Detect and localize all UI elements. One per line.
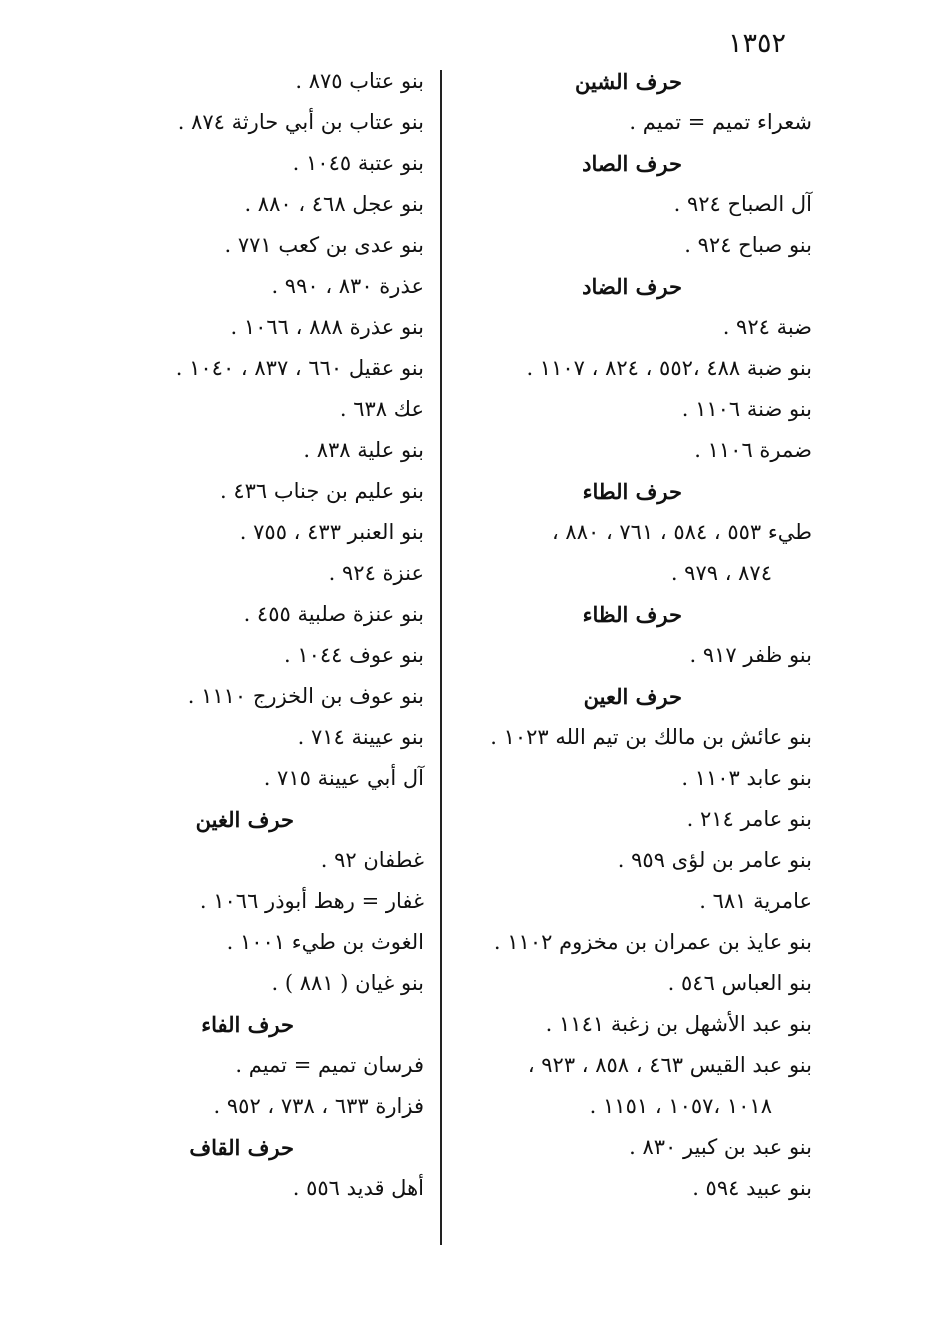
index-entry: طيء ٥٥٣ ، ٥٨٤ ، ٧٦١ ، ٨٨٠ ،: [551, 520, 812, 544]
index-entry: عذرة ٨٣٠ ، ٩٩٠ .: [271, 274, 424, 298]
section-heading: حرف الشين: [575, 69, 682, 94]
index-entry: بنو عتبة ١٠٤٥ .: [292, 151, 424, 175]
index-entry: بنو عبد القيس ٤٦٣ ، ٨٥٨ ، ٩٢٣ ،: [527, 1053, 812, 1077]
index-entry: بنو صباح ٩٢٤ .: [684, 233, 812, 257]
index-entry: ضمرة ١١٠٦ .: [694, 438, 812, 462]
index-entry: بنو عدى بن كعب ٧٧١ .: [224, 233, 424, 257]
index-entry: فزارة ٦٣٣ ، ٧٣٨ ، ٩٥٢ .: [213, 1094, 424, 1118]
index-entry: الغوث بن طيء ١٠٠١ .: [226, 930, 424, 954]
index-entry: بنو عبيد ٥٩٤ .: [692, 1176, 812, 1200]
index-entry-continuation: ١٠١٨ ،١٠٥٧ ، ١١٥١ .: [589, 1094, 772, 1118]
index-entry: ضبة ٩٢٤ .: [722, 315, 812, 339]
column-divider: [440, 70, 442, 1245]
index-entry: بنو ظفر ٩١٧ .: [689, 643, 812, 667]
index-entry: بنو عامر بن لؤى ٩٥٩ .: [617, 848, 812, 872]
section-heading: حرف الصاد: [582, 151, 682, 176]
index-entry: عك ٦٣٨ .: [339, 397, 424, 421]
index-entry: بنو علية ٨٣٨ .: [303, 438, 424, 462]
index-entry: بنو عوف بن الخزرج ١١١٠ .: [187, 684, 424, 708]
index-entry: بنو عبد بن كبير ٨٣٠ .: [629, 1135, 812, 1159]
index-entry: بنو عليم بن جناب ٤٣٦ .: [219, 479, 424, 503]
index-entry: بنو عذرة ٨٨٨ ، ١٠٦٦ .: [230, 315, 424, 339]
index-entry: بنو ضبة ٤٨٨ ،٥٥٢ ، ٨٢٤ ، ١١٠٧ .: [526, 356, 812, 380]
index-entry: غطفان ٩٢ .: [320, 848, 424, 872]
index-entry: بنو عوف ١٠٤٤ .: [283, 643, 424, 667]
index-entry: بنو عيينة ٧١٤ .: [297, 725, 424, 749]
right-column: [452, 70, 812, 1218]
index-entry: بنو عجل ٤٦٨ ، ٨٨٠ .: [244, 192, 424, 216]
section-heading: حرف الضاد: [582, 274, 682, 299]
index-entry: بنو ضنة ١١٠٦ .: [681, 397, 812, 421]
index-entry: بنو عابد ١١٠٣ .: [681, 766, 812, 790]
index-entry: بنو عبد الأشهل بن زغبة ١١٤١ .: [545, 1012, 812, 1036]
index-entry: آل الصباح ٩٢٤ .: [673, 192, 812, 216]
section-heading: حرف العين: [583, 684, 682, 709]
index-entry: عامرية ٦٨١ .: [699, 889, 812, 913]
index-entry-continuation: ٨٧٤ ، ٩٧٩ .: [670, 561, 772, 585]
section-heading: حرف الفاء: [201, 1012, 294, 1037]
index-entry: عنزة ٩٢٤ .: [328, 561, 424, 585]
page-number: ١٣٥٢: [728, 28, 787, 59]
index-entry: بنو عائش بن مالك بن تيم الله ١٠٢٣ .: [490, 725, 812, 749]
index-entry: بنو عايذ بن عمران بن مخزوم ١١٠٢ .: [493, 930, 812, 954]
index-entry: شعراء تميم = تميم .: [629, 110, 812, 134]
index-entry: بنو العباس ٥٤٦ .: [667, 971, 812, 995]
index-entry: فرسان تميم = تميم .: [235, 1053, 424, 1077]
index-entry: آل أبي عيينة ٧١٥ .: [263, 766, 424, 790]
index-entry: بنو غيان ( ٨٨١ ) .: [271, 971, 424, 995]
index-entry: بنو عامر ٢١٤ .: [686, 807, 812, 831]
index-entry: بنو عتاب بن أبي حارثة ٨٧٤ .: [177, 110, 424, 134]
section-heading: حرف الظاء: [582, 602, 682, 627]
section-heading: حرف الغين: [195, 807, 294, 832]
index-entry: بنو العنبر ٤٣٣ ، ٧٥٥ .: [239, 520, 424, 544]
left-column: [124, 70, 424, 1218]
index-entry: أهل قديد ٥٥٦ .: [292, 1176, 424, 1200]
index-entry: بنو عتاب ٨٧٥ .: [295, 69, 424, 93]
section-heading: حرف القاف: [189, 1135, 294, 1160]
index-entry: بنو عقيل ٦٦٠ ، ٨٣٧ ، ١٠٤٠ .: [175, 356, 424, 380]
index-entry: بنو عنزة صلبية ٤٥٥ .: [243, 602, 424, 626]
section-heading: حرف الطاء: [582, 479, 682, 504]
index-entry: غفار = رهط أبوذر ١٠٦٦ .: [199, 889, 424, 913]
